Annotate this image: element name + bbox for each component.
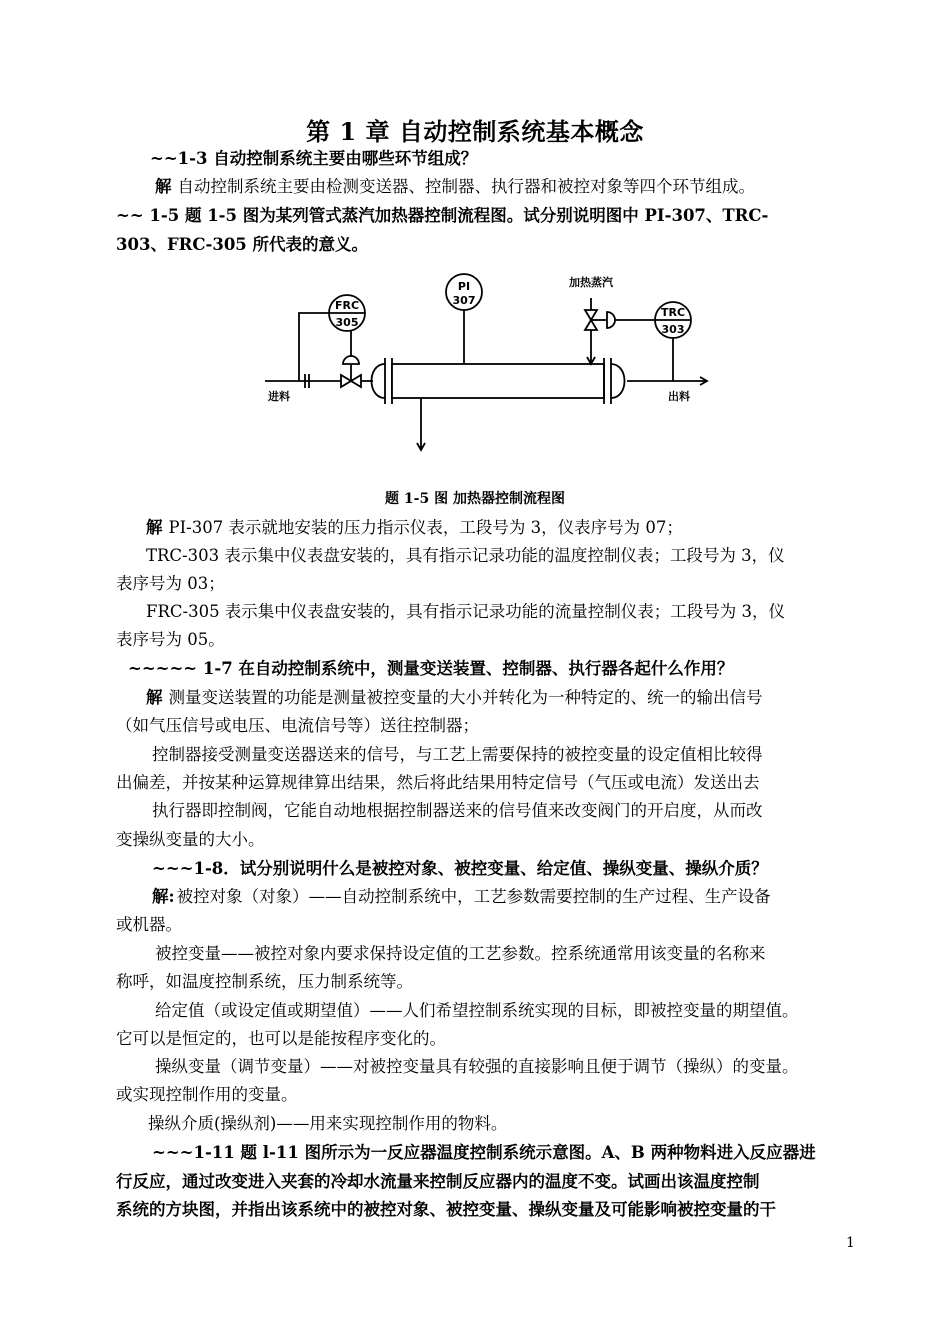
- answer-1-8-a1-line2: 或机器。: [116, 915, 182, 934]
- answer-keyword: 解: [146, 518, 163, 537]
- answer-1-7-a1-line1: [146, 684, 896, 712]
- answer-text: PI-307 表示就地安装的压力指示仪表，工段号为 3，仪表序号为 07；: [168, 518, 683, 537]
- outlet-label: 出料: [668, 390, 690, 403]
- trc-number: 303: [661, 323, 685, 336]
- answer-1-8-a4-line2: 或实现控制作用的变量。: [116, 1085, 298, 1104]
- answer-1-8-a4-line1: 操纵变量（调节变量）——对被控变量具有较强的直接影响且便于调节（操纵）的变量。: [155, 1057, 799, 1076]
- answer-1-8-a1-line1: [152, 883, 902, 911]
- answer-1-7-a2-line2: 出偏差，并按某种运算规律算出结果，然后将此结果用特定信号（气压或电流）发送出去: [116, 773, 760, 792]
- heater-right-head: [611, 364, 625, 398]
- question-1-11-line1: ~~~1-11 题 l-11 图所示为一反应器温度控制系统示意图。A、B 两种物料进入反应器进: [152, 1143, 816, 1162]
- steam-label: 加热蒸汽: [569, 276, 613, 289]
- question-1-5-line1: ~~ 1-5 题 1-5 图为某列管式蒸汽加热器控制流程图。试分别说明图中 PI-307、TRC-: [116, 206, 769, 225]
- pi-number: 307: [452, 294, 476, 307]
- frc-number: 305: [335, 316, 359, 329]
- answer-keyword: 解:: [152, 887, 175, 906]
- trc-tag: TRC: [660, 306, 686, 319]
- question-1-7: ~~~~~ 1-7 在自动控制系统中，测量变送装置、控制器、执行器各起什么作用？: [128, 659, 734, 678]
- heater-shell: [392, 364, 604, 398]
- answer-text: 测量变送装置的功能是测量被控变量的大小并转化为一种特定的、统一的输出信号: [168, 688, 763, 707]
- answer-1-5-a3-line1: FRC-305 表示集中仪表盘安装的，具有指示记录功能的流量控制仪表；工段号为 3，仪: [146, 602, 786, 621]
- heater-flow-diagram: [255, 268, 725, 468]
- answer-text: 被控对象（对象）——自动控制系统中，工艺参数需要控制的生产过程、生产设备: [176, 887, 771, 906]
- question-1-11-line3: 系统的方块图，并指出该系统中的被控对象、被控变量、操纵变量及可能影响被控变量的干: [116, 1200, 776, 1219]
- heater-left-head: [372, 364, 386, 398]
- answer-1-7-a3-line2: 变操纵变量的大小。: [116, 830, 265, 849]
- pi-tag: PI: [457, 280, 471, 293]
- question-1-11-line2: 行反应，通过改变进入夹套的冷却水流量来控制反应器内的温度不变。试画出该温度控制: [116, 1172, 760, 1191]
- answer-1-5-a2-line2: 表序号为 03；: [116, 574, 225, 593]
- question-1-8: ~~~1-8．试分别说明什么是被控对象、被控变量、给定值、操纵变量、操纵介质？: [152, 859, 768, 878]
- answer-1-7-a1-line2: （如气压信号或电压、电流信号等）送往控制器；: [116, 716, 479, 735]
- figure-caption: 题 1-5 图 加热器控制流程图: [385, 491, 565, 507]
- inlet-label: 进料: [268, 390, 290, 403]
- question-1-5-line2: 303、FRC-305 所代表的意义。: [116, 235, 369, 254]
- answer-1-3: [155, 173, 905, 201]
- answer-1-8-a2-line1: 被控变量——被控对象内要求保持设定值的工艺参数。控系统通常用该变量的名称来: [155, 944, 766, 963]
- answer-1-8-a5: 操纵介质(操纵剂)——用来实现控制作用的物料。: [148, 1114, 508, 1133]
- answer-1-8-a3-line1: 给定值（或设定值或期望值）——人们希望控制系统实现的目标，即被控变量的期望值。: [155, 1001, 799, 1020]
- question-1-3: ~~1-3 自动控制系统主要由哪些环节组成？: [150, 149, 478, 168]
- answer-text: 自动控制系统主要由检测变送器、控制器、执行器和被控对象等四个环节组成。: [177, 177, 755, 196]
- answer-1-5-a2-line1: TRC-303 表示集中仪表盘安装的，具有指示记录功能的温度控制仪表；工段号为 3，仪: [146, 546, 785, 565]
- page-number: 1: [846, 1235, 855, 1251]
- answer-1-5-a3-line2: 表序号为 05。: [116, 630, 225, 649]
- chapter-title: 第 1 章 自动控制系统基本概念: [306, 117, 644, 146]
- answer-keyword: 解: [146, 688, 163, 707]
- answer-1-7-a3-line1: 执行器即控制阀，它能自动地根据控制器送来的信号值来改变阀门的开启度，从而改: [152, 801, 763, 820]
- answer-1-8-a2-line2: 称呼，如温度控制系统，压力制系统等。: [116, 972, 413, 991]
- frc-tag: FRC: [334, 299, 360, 312]
- answer-1-5-a1: [146, 514, 896, 542]
- answer-keyword: 解: [155, 177, 172, 196]
- answer-1-8-a3-line2: 它可以是恒定的，也可以是能按程序变化的。: [116, 1029, 446, 1048]
- answer-1-7-a2-line1: 控制器接受测量变送器送来的信号，与工艺上需要保持的被控变量的设定值相比较得: [152, 745, 763, 764]
